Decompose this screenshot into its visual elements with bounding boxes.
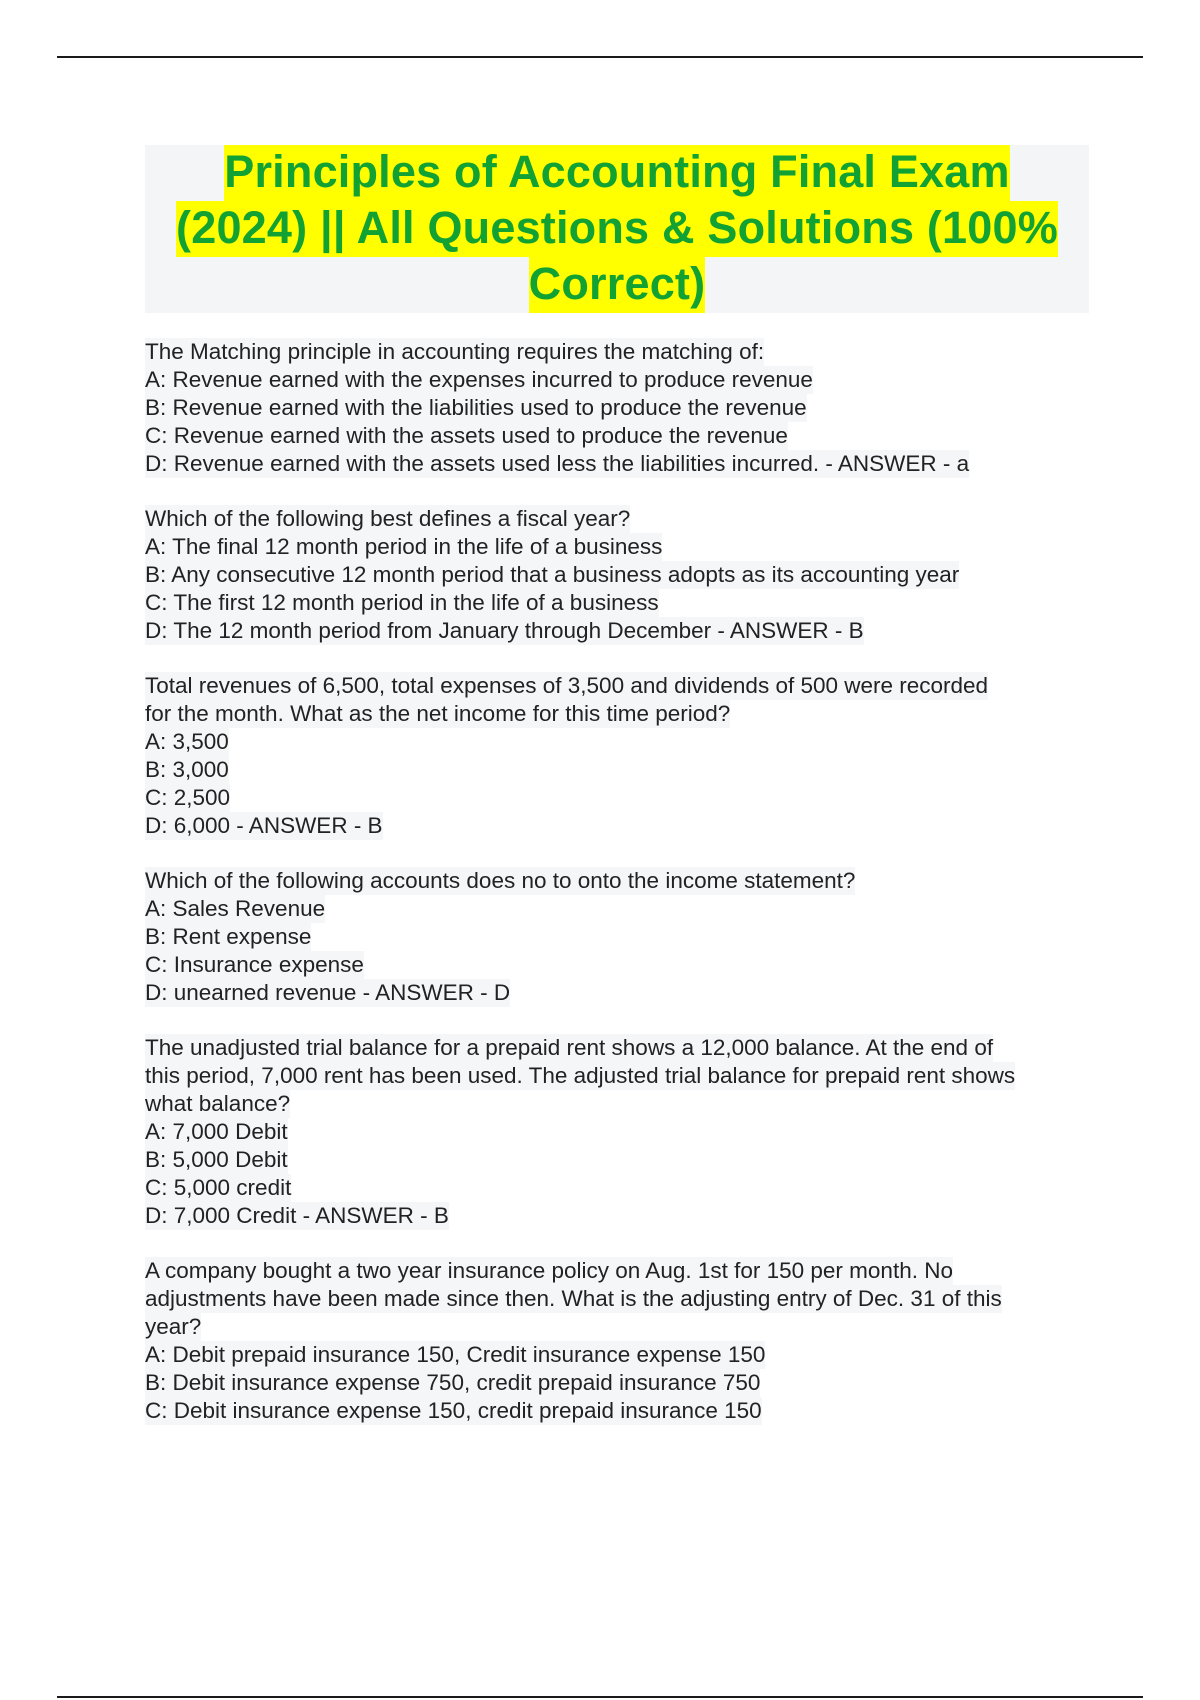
answer-option: C: The first 12 month period in the life of a business	[145, 590, 659, 615]
stem-line: The unadjusted trial balance for a prepaid rent shows a 12,000 balance. At the end of	[145, 1035, 994, 1060]
answer-option: D: Revenue earned with the assets used less the liabilities incurred. - ANSWER - a	[145, 451, 970, 476]
answer-option: B: Revenue earned with the liabilities used to produce the revenue	[145, 395, 807, 420]
question-stem	[145, 1034, 1105, 1118]
stem-line: year?	[145, 1314, 202, 1339]
question-4	[145, 867, 1105, 1007]
question-3	[145, 672, 1105, 840]
stem-line: Which of the following accounts does no to onto the income statement?	[145, 868, 856, 893]
stem-line: this period, 7,000 rent has been used. The adjusted trial balance for prepaid rent shows	[145, 1063, 1016, 1088]
answer-option: A: Debit prepaid insurance 150, Credit insurance expense 150	[145, 1342, 766, 1367]
stem-line: adjustments have been made since then. What is the adjusting entry of Dec. 31 of this	[145, 1286, 1002, 1311]
question-6	[145, 1257, 1105, 1425]
answer-option: C: Insurance expense	[145, 952, 364, 977]
answer-option: D: 6,000 - ANSWER - B	[145, 813, 383, 838]
question-2	[145, 505, 1105, 645]
answer-option: A: 7,000 Debit	[145, 1119, 288, 1144]
answer-option: B: 5,000 Debit	[145, 1147, 288, 1172]
answer-option: C: 2,500	[145, 785, 231, 810]
stem-line: what balance?	[145, 1091, 291, 1116]
answer-option: A: Revenue earned with the expenses incurred to produce revenue	[145, 367, 813, 392]
answer-option: C: Revenue earned with the assets used to produce the revenue	[145, 423, 788, 448]
bottom-rule	[57, 1696, 1143, 1698]
title-line: Correct)	[529, 257, 706, 313]
question-stem	[145, 867, 1105, 895]
question-stem	[145, 338, 1105, 366]
answer-option: C: Debit insurance expense 150, credit prepaid insurance 150	[145, 1398, 762, 1423]
answer-option: C: 5,000 credit	[145, 1175, 292, 1200]
answer-option: B: Debit insurance expense 750, credit prepaid insurance 750	[145, 1370, 761, 1395]
answer-option: D: 7,000 Credit - ANSWER - B	[145, 1203, 449, 1228]
stem-line: A company bought a two year insurance policy on Aug. 1st for 150 per month. No	[145, 1258, 953, 1283]
answer-option: D: The 12 month period from January through December - ANSWER - B	[145, 618, 864, 643]
document-title	[145, 145, 1089, 313]
stem-line: Total revenues of 6,500, total expenses of 3,500 and dividends of 500 were recorded	[145, 673, 989, 698]
answer-option: B: Rent expense	[145, 924, 312, 949]
answer-option: A: 3,500	[145, 729, 229, 754]
answer-option: A: Sales Revenue	[145, 896, 326, 921]
answer-option: B: 3,000	[145, 757, 229, 782]
stem-line: Which of the following best defines a fiscal year?	[145, 506, 631, 531]
title-line: (2024) || All Questions & Solutions (100%	[176, 201, 1058, 257]
stem-line: for the month. What as the net income for this time period?	[145, 701, 731, 726]
question-list	[145, 338, 1105, 1452]
top-rule	[57, 56, 1143, 58]
answer-option: A: The final 12 month period in the life of a business	[145, 534, 663, 559]
question-stem	[145, 1257, 1105, 1341]
answer-option: D: unearned revenue - ANSWER - D	[145, 980, 511, 1005]
question-stem	[145, 672, 1105, 728]
title-line: Principles of Accounting Final Exam	[224, 145, 1009, 201]
answer-option: B: Any consecutive 12 month period that a business adopts as its accounting year	[145, 562, 960, 587]
question-1	[145, 338, 1105, 478]
stem-line: The Matching principle in accounting requires the matching of:	[145, 339, 765, 364]
question-5	[145, 1034, 1105, 1230]
question-stem	[145, 505, 1105, 533]
